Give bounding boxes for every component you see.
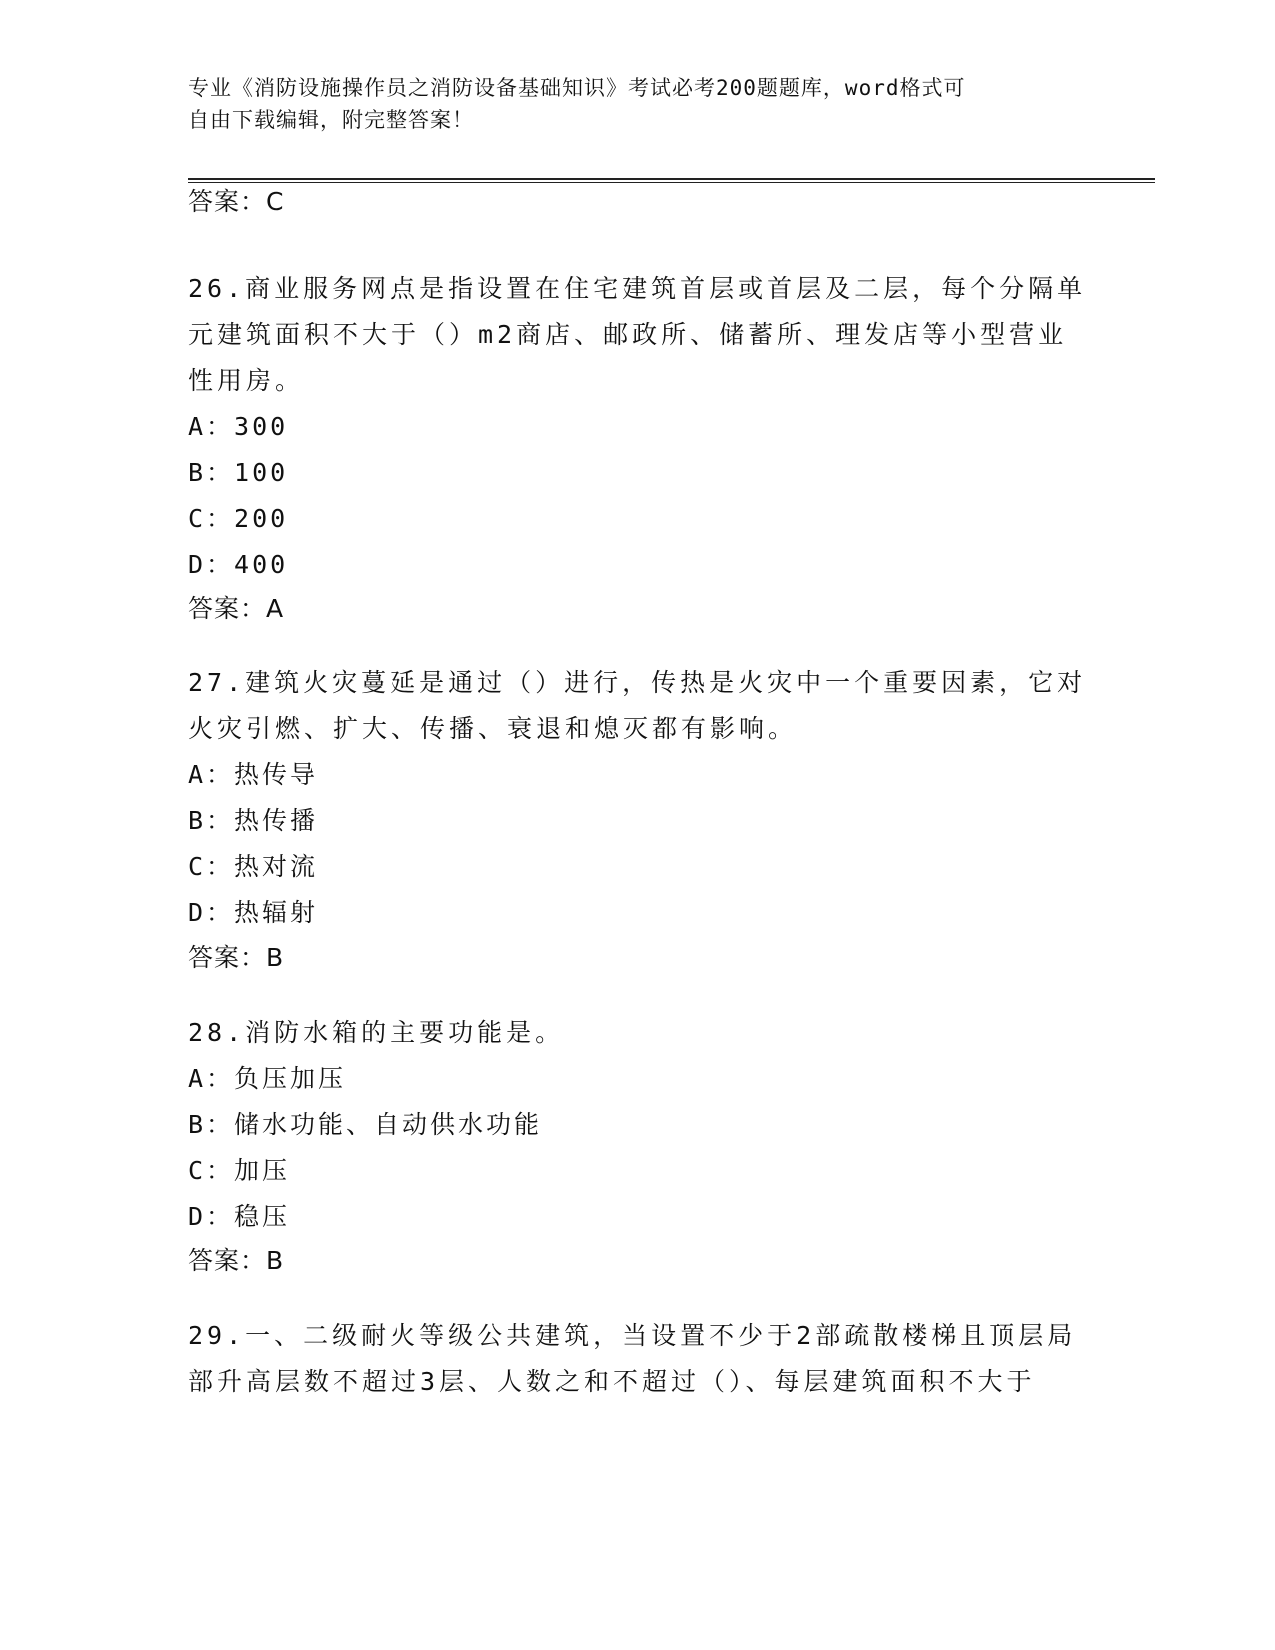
page-header: [188, 72, 1088, 136]
question-28: [188, 1010, 1088, 1240]
option-c: C：200: [188, 504, 289, 533]
option-a: A：热传导: [188, 760, 319, 789]
question-27: [188, 660, 1088, 936]
option-b: B：热传播: [188, 806, 319, 835]
option-c: C：加压: [188, 1156, 291, 1185]
option-a: A：负压加压: [188, 1064, 347, 1093]
option-b: B：100: [188, 458, 289, 487]
answer-line: 答案：B: [188, 943, 285, 972]
question-text-line: 26.商业服务网点是指设置在住宅建筑首层或首层及二层，每个分隔单: [188, 274, 1087, 303]
option-c: C：热对流: [188, 852, 319, 881]
header-line-1: 专业《消防设施操作员之消防设备基础知识》考试必考200题题库，word格式可: [188, 76, 966, 100]
option-a: A：300: [188, 412, 289, 441]
question-text-line: 元建筑面积不大于（）m2商店、邮政所、储蓄所、理发店等小型营业: [188, 320, 1068, 349]
question-text-line: 27.建筑火灾蔓延是通过（）进行，传热是火灾中一个重要因素，它对: [188, 668, 1087, 697]
question-text-line: 28.消防水箱的主要功能是。: [188, 1018, 565, 1047]
option-b: B：储水功能、自动供水功能: [188, 1110, 543, 1139]
option-d: D：400: [188, 550, 289, 579]
header-line-2: 自由下载编辑，附完整答案！: [188, 108, 474, 132]
question-text-line: 火灾引燃、扩大、传播、衰退和熄灭都有影响。: [188, 714, 798, 743]
question-text-line: 29.一、二级耐火等级公共建筑，当设置不少于2部疏散楼梯且顶层局: [188, 1321, 1077, 1350]
question-29: [188, 1313, 1088, 1405]
question-26: [188, 266, 1088, 588]
question-text-line: 性用房。: [188, 366, 305, 395]
answer-line: 答案：B: [188, 1246, 285, 1275]
option-d: D：稳压: [188, 1202, 291, 1231]
answer-line: 答案：A: [188, 594, 285, 623]
header-divider: [188, 178, 1155, 183]
answer-line: 答案：C: [188, 187, 285, 216]
option-d: D：热辐射: [188, 898, 319, 927]
question-text-line: 部升高层数不超过3层、人数之和不超过（）、每层建筑面积不大于: [188, 1367, 1036, 1396]
